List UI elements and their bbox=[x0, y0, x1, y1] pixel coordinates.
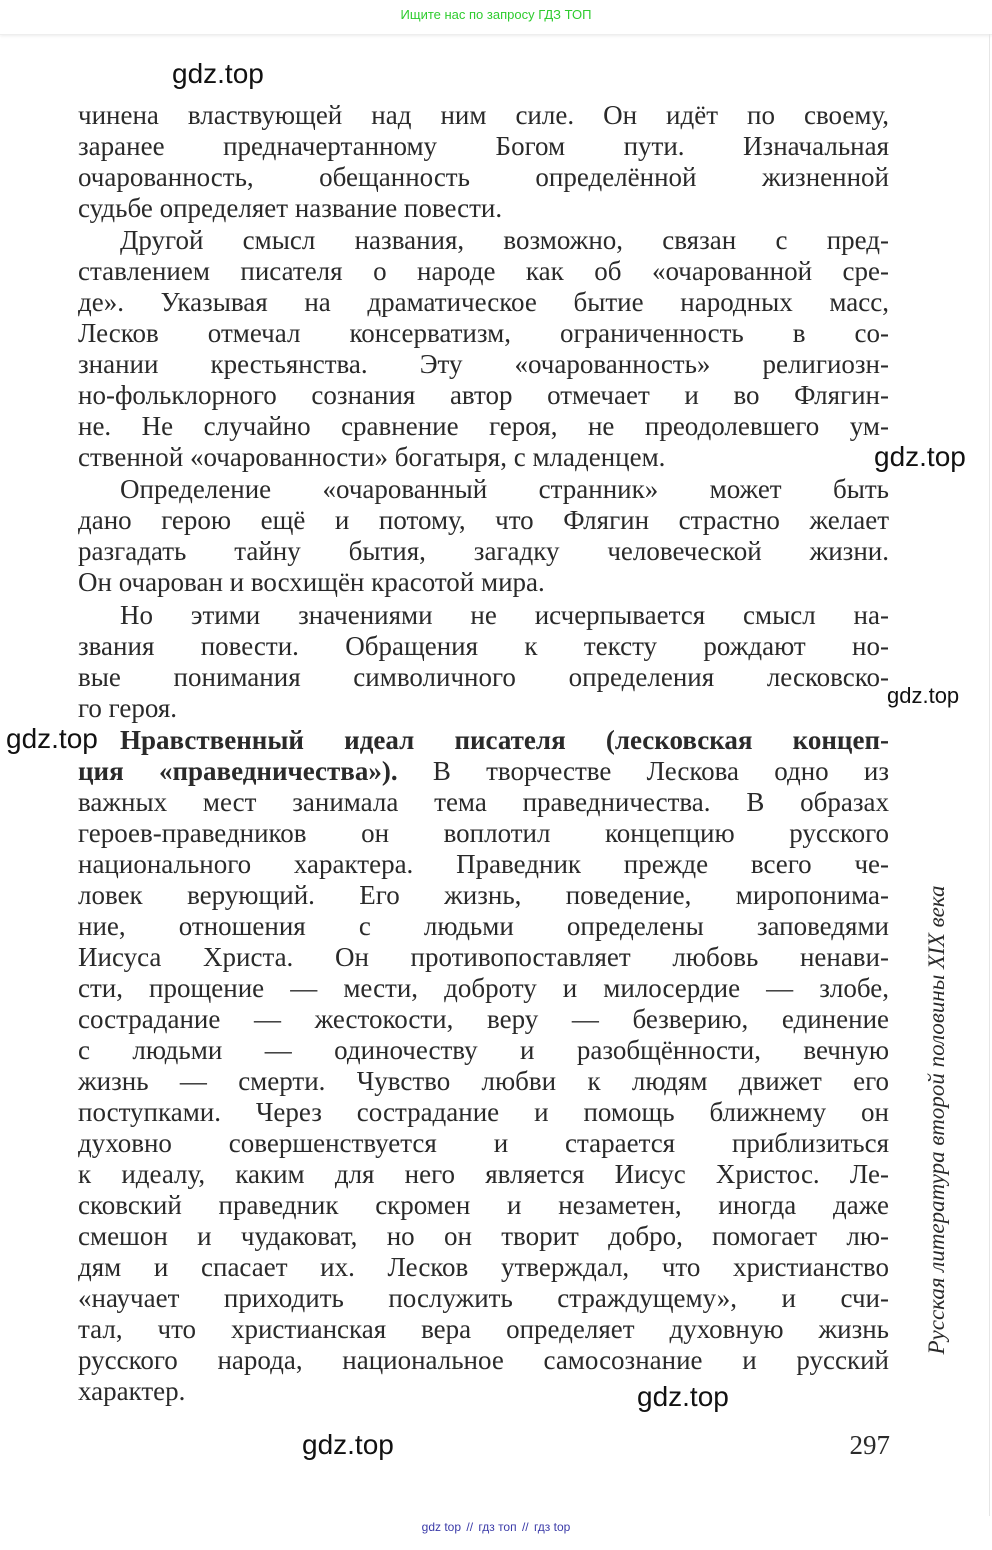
text-line: но-фольклорного сознания автор отмечает и во Флягин- bbox=[78, 380, 889, 410]
text-line: звания повести. Обращения к тексту рождают но- bbox=[78, 631, 889, 661]
text-line: русского народа, национальное самосознание и русский bbox=[78, 1345, 889, 1375]
text-line: смешон и чудаковат, но он творит добро, помогает лю- bbox=[78, 1221, 889, 1251]
text-line: Иисуса Христа. Он противопоставляет любовь ненави- bbox=[78, 942, 889, 972]
text-line: заранее предначертанному Богом пути. Изначальная bbox=[78, 131, 889, 161]
page-edge bbox=[989, 34, 990, 1516]
text-line: тал, что христианская вера определяет духовную жизнь bbox=[78, 1314, 889, 1344]
text-line: Другой смысл названия, возможно, связан с пред- bbox=[120, 225, 889, 255]
text-line: дям и спасает их. Лесков утверждал, что христианство bbox=[78, 1252, 889, 1282]
text-line: к идеалу, каким для него является Иисус Христос. Ле- bbox=[78, 1159, 889, 1189]
text-line: Лесков отмечал консерватизм, ограниченность в со- bbox=[78, 318, 889, 348]
top-banner bbox=[0, 0, 992, 35]
text-line: очарованность, обещанность определённой жизненной bbox=[78, 162, 889, 192]
footer-links bbox=[0, 1520, 992, 1534]
text-line: национального характера. Праведник прежде всего че- bbox=[78, 849, 889, 879]
text-line: Он очарован и восхищён красотой мира. bbox=[78, 567, 545, 597]
banner-text: Ищите нас по запросу ГДЗ ТОП bbox=[400, 7, 592, 22]
text-line: сострадание — жестокости, веру — безверию, единение bbox=[78, 1004, 889, 1034]
text-line: духовно совершенствуется и старается приблизиться bbox=[78, 1128, 889, 1158]
text-line: с людьми — одиночеству и разобщённости, вечную bbox=[78, 1035, 889, 1065]
text-line: характер. bbox=[78, 1376, 186, 1406]
text-line: Определение «очарованный странник» может быть bbox=[120, 474, 889, 504]
text-line: разгадать тайну бытия, загадку человеческой жизни. bbox=[78, 536, 889, 566]
text-line: героев-праведников он воплотил концепцию русского bbox=[78, 818, 889, 848]
footer-link-3[interactable]: гдз top bbox=[533, 1520, 571, 1534]
text-line: ловек верующий. Его жизнь, поведение, миропонима- bbox=[78, 880, 889, 910]
section-heading: Нравственный идеал писателя (лесковская концеп- bbox=[120, 725, 889, 755]
watermark-top: gdz.top bbox=[172, 58, 264, 89]
text-line: поступками. Через сострадание и помощь ближнему он bbox=[78, 1097, 889, 1127]
text-line: ставлением писателя о народе как об «очарованной сре- bbox=[78, 256, 889, 286]
text-line: сти, прощение — мести, доброту и милосердие — злобе, bbox=[78, 973, 889, 1003]
text-line: ние, отношения с людьми определены заповедями bbox=[78, 911, 889, 941]
watermark-bottom-right: gdz.top bbox=[637, 1381, 729, 1412]
text-line: де». Указывая на драматическое бытие народных масс, bbox=[78, 287, 889, 317]
footer-link-2[interactable]: гдз топ bbox=[478, 1520, 517, 1534]
footer-link-1[interactable]: gdz top bbox=[421, 1520, 462, 1534]
text-line: ственной «очарованности» богатыря, с младенцем. bbox=[78, 442, 666, 472]
text-line: го героя. bbox=[78, 693, 178, 723]
section-heading-end: ция «праведничества»). bbox=[78, 756, 398, 786]
text-line: «научает приходить послужить страждущему», и счи- bbox=[78, 1283, 889, 1313]
footer-separator: // bbox=[521, 1520, 529, 1534]
text-line: важных мест занимала тема праведничества. В образах bbox=[78, 787, 889, 817]
watermark-right-2: gdz.top bbox=[887, 683, 960, 708]
text-line: Но этими значениями не исчерпывается смысл на- bbox=[120, 600, 889, 630]
text-line: жизнь — смерти. Чувство любви к людям движет его bbox=[78, 1066, 889, 1096]
watermark-left: gdz.top bbox=[6, 723, 98, 754]
text-line: вые понимания символичного определения лесковско- bbox=[78, 662, 889, 692]
text-line: судьбе определяет название повести. bbox=[78, 193, 503, 223]
side-caption-text: Русская литература второй половины XIX века bbox=[924, 885, 949, 1355]
text-line: сковский праведник скромен и незаметен, иногда даже bbox=[78, 1190, 889, 1220]
text-line: дано герою ещё и потому, что Флягин страстно желает bbox=[78, 505, 889, 535]
text-line: ция «праведничества»). В творчестве Лескова одно из bbox=[78, 756, 889, 786]
footer-separator: // bbox=[466, 1520, 474, 1534]
text-line: не. Не случайно сравнение героя, не преодолевшего ум- bbox=[78, 411, 889, 441]
text-line: знании крестьянства. Эту «очарованность» религиозн- bbox=[78, 349, 889, 379]
page-number: 297 bbox=[849, 1430, 890, 1460]
watermark-bottom: gdz.top bbox=[302, 1429, 394, 1460]
watermark-right-1: gdz.top bbox=[874, 441, 966, 472]
text-line: чинена властвующей над ним силе. Он идёт по своему, bbox=[78, 100, 889, 130]
